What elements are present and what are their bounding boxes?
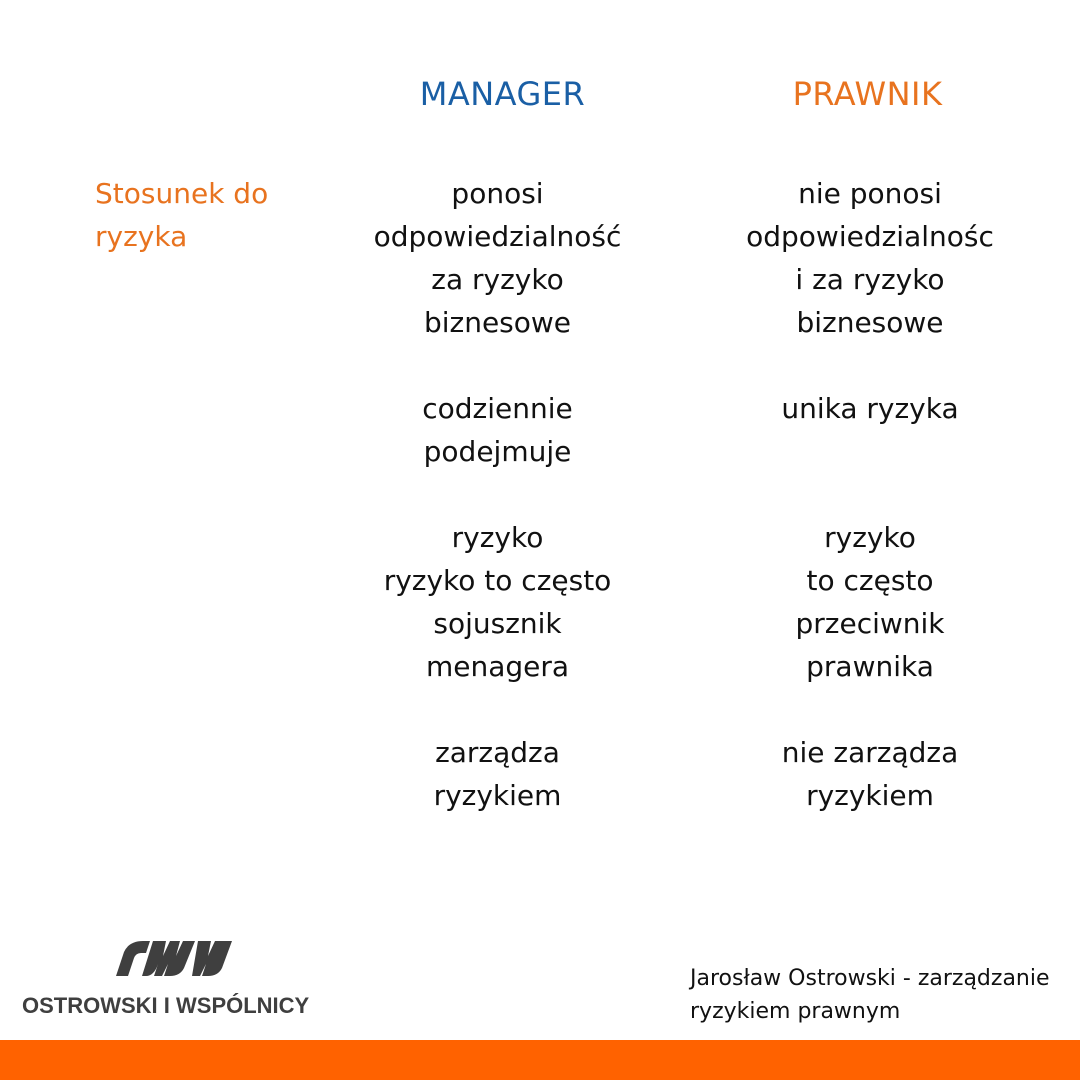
manager-column (360, 172, 635, 817)
text-line: ryzykiem (433, 779, 562, 812)
text-line: ryzyko (824, 521, 916, 554)
text-line: prawnika (806, 650, 934, 683)
header-manager: MANAGER (419, 75, 586, 113)
text-line: odpowiedzialnośc (746, 220, 994, 253)
text-line: unika ryzyka (781, 392, 959, 425)
text-line: przeciwnik (795, 607, 945, 640)
text-line: biznesowe (796, 306, 944, 339)
text-line: odpowiedzialność (373, 220, 622, 253)
text-line: sojusznik (433, 607, 562, 640)
text-line: ryzykiem (806, 779, 934, 812)
spacer (360, 473, 635, 516)
spacer (360, 344, 635, 387)
prawnik-column (735, 172, 1005, 817)
spacer (735, 688, 1005, 731)
text-line: ryzyko (451, 521, 544, 554)
caption-line-2: ryzykiem prawnym (690, 999, 901, 1024)
bottom-accent-bar (0, 1040, 1080, 1080)
header-prawnik: PRAWNIK (792, 75, 943, 113)
ostrowski-logo-icon (110, 938, 234, 978)
spacer (735, 344, 1005, 387)
spacer (735, 430, 1005, 473)
text-line: ryzyko to często (383, 564, 612, 597)
text-line: i za ryzyko (795, 263, 945, 296)
text-line: codziennie (422, 392, 573, 425)
text-line: zarządza (435, 736, 560, 769)
text-line: menagera (425, 650, 570, 683)
text-line: biznesowe (423, 306, 572, 339)
text-line: podejmuje (423, 435, 572, 468)
text-line: nie zarządza (781, 736, 959, 769)
logo-text: OSTROWSKI I WSPÓLNICY (22, 993, 310, 1018)
row-label-line-2: ryzyka (95, 220, 188, 253)
row-label-line-1: Stosunek do (95, 177, 269, 210)
text-line: za ryzyko (431, 263, 564, 296)
row-label (95, 172, 325, 258)
text-line: to często (806, 564, 934, 597)
text-line: ponosi (451, 177, 544, 210)
spacer (735, 473, 1005, 516)
caption (690, 962, 1070, 1028)
caption-line-1: Jarosław Ostrowski - zarządzanie (690, 966, 1050, 991)
text-line: nie ponosi (798, 177, 942, 210)
spacer (360, 688, 635, 731)
